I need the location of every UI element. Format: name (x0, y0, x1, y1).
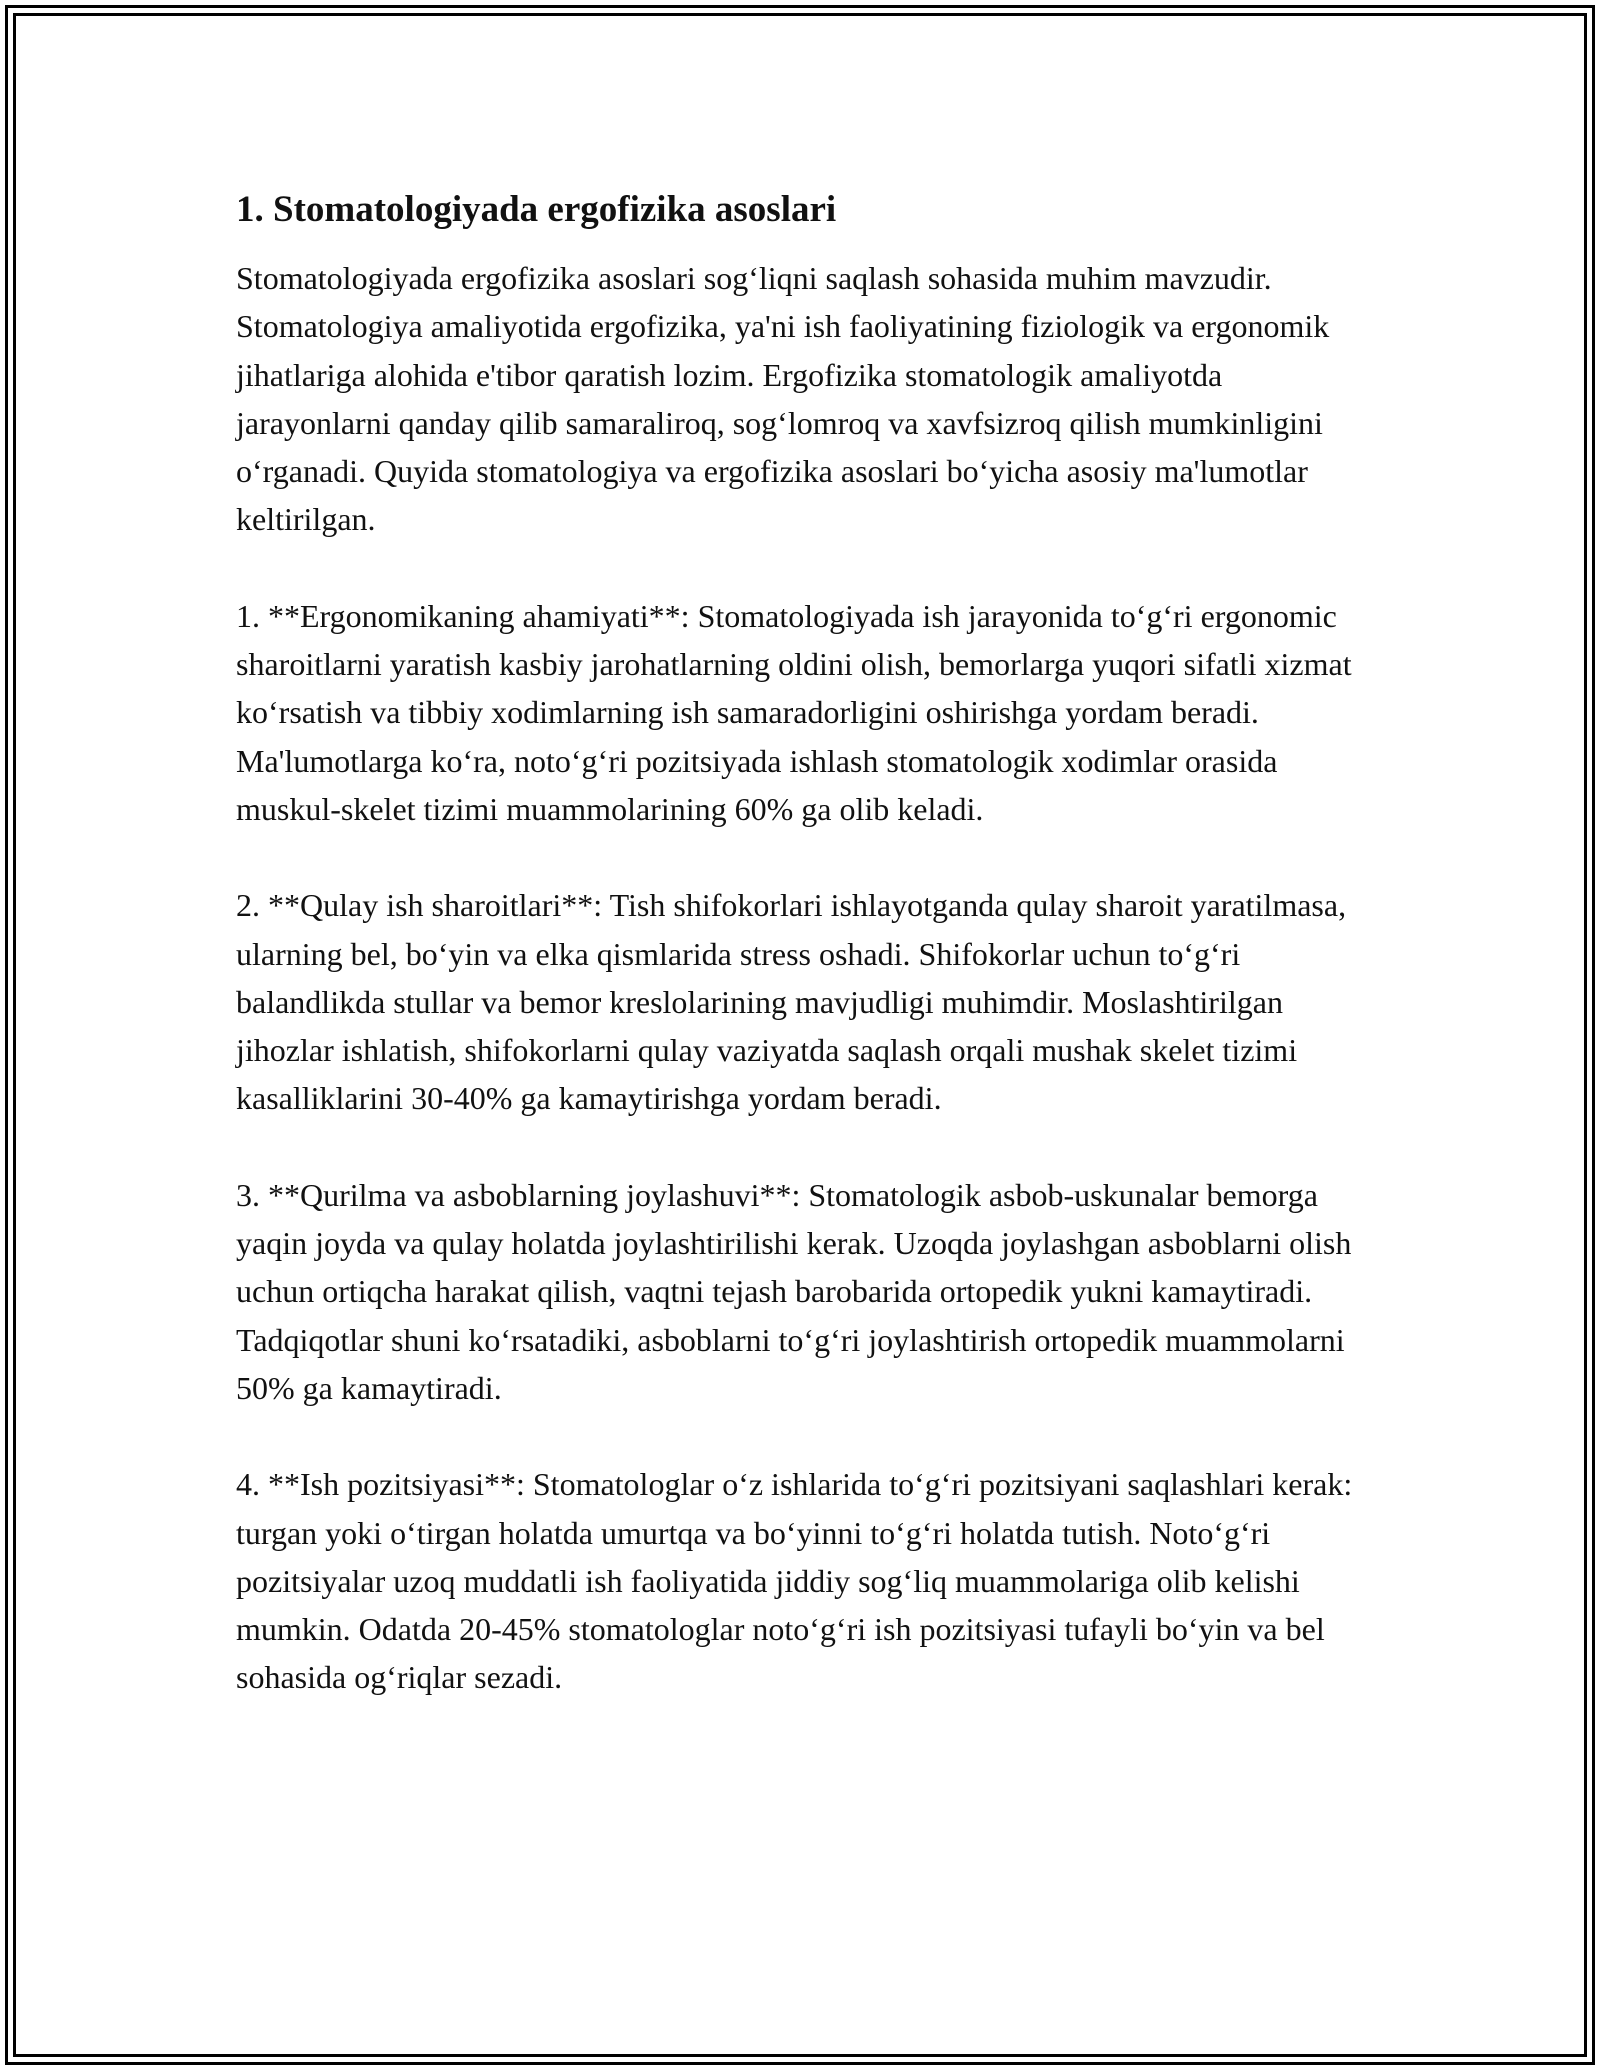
paragraph-work-position: 4. **Ish pozitsiyasi**: Stomatologlar o‘z ishlarida to‘g‘ri pozitsiyani saqlashlari kerak: turgan yoki o‘tirgan holatda umurtqa va bo‘yinni to‘g‘ri holatda tutish. Noto‘g‘ri pozitsiyalar uzoq muddatli ish faoliyatida jiddiy sog‘liq muammolariga olib kelishi mumkin. Odatda 20-45% stomatologlar noto‘g‘ri ish pozitsiyasi tufayli bo‘yin va bel sohasida og‘riqlar sezadi. (236, 1466, 1353, 1696)
intro-paragraph: Stomatologiyada ergofizika asoslari sog‘liqni saqlash sohasida muhim mavzudir. Stomatologiya amaliyotida ergofizika, ya'ni ish faoliyatining fiziologik va ergonomik jihatlariga alohida e'tibor qaratish lozim. Ergofizika stomatologik amaliyotda jarayonlarni qanday qilib samaraliroq, sog‘lomroq va xavfsizroq qilish mumkinligini o‘rganadi. Quyida stomatologiya va ergofizika asoslari bo‘yicha asosiy ma'lumotlar keltirilgan. (236, 260, 1330, 538)
paragraph-equipment-placement: 3. **Qurilma va asboblarning joylashuvi**: Stomatologik asbob-uskunalar bemorga yaqin joyda va qulay holatda joylashtirilishi kerak. Uzoqda joylashgan asboblarni olish uchun ortiqcha harakat qilish, vaqtni tejash barobarida ortopedik yukni kamaytiradi. Tadqiqotlar shuni ko‘rsatadiki, asboblarni to‘g‘ri joylashtirish ortopedik muammolarni 50% ga kamaytiradi. (236, 1176, 1352, 1406)
paragraph-work-conditions: 2. **Qulay ish sharoitlari**: Tish shifokorlari ishlayotganda qulay sharoit yaratilmasa, ularning bel, bo‘yin va elka qismlarida stress oshadi. Shifokorlar uchun to‘g‘ri balandlikda stullar va bemor kreslolarining mavjudligi muhimdir. Moslashtirilgan jihozlar ishlatish, shifokorlarni qulay vaziyatda saqlash orqali mushak skelet tizimi kasalliklarini 30-40% ga kamaytirishga yordam beradi. (236, 887, 1347, 1117)
page-title: 1. Stomatologiyada ergofizika asoslari (236, 189, 837, 230)
paragraph-ergonomics: 1. **Ergonomikaning ahamiyati**: Stomatologiyada ish jarayonida to‘g‘ri ergonomic sharoitlarni yaratish kasbiy jarohatlarning oldini olish, bemorlarga yuqori sifatli xizmat ko‘rsatish va tibbiy xodimlarning ish samaradorligini oshirishga yordam beradi. Ma'lumotlarga ko‘ra, noto‘g‘ri pozitsiyada ishlash stomatologik xodimlar orasida muskul-skelet tizimi muammolarining 60% ga olib keladi. (236, 597, 1352, 827)
document-body (236, 186, 1366, 1750)
